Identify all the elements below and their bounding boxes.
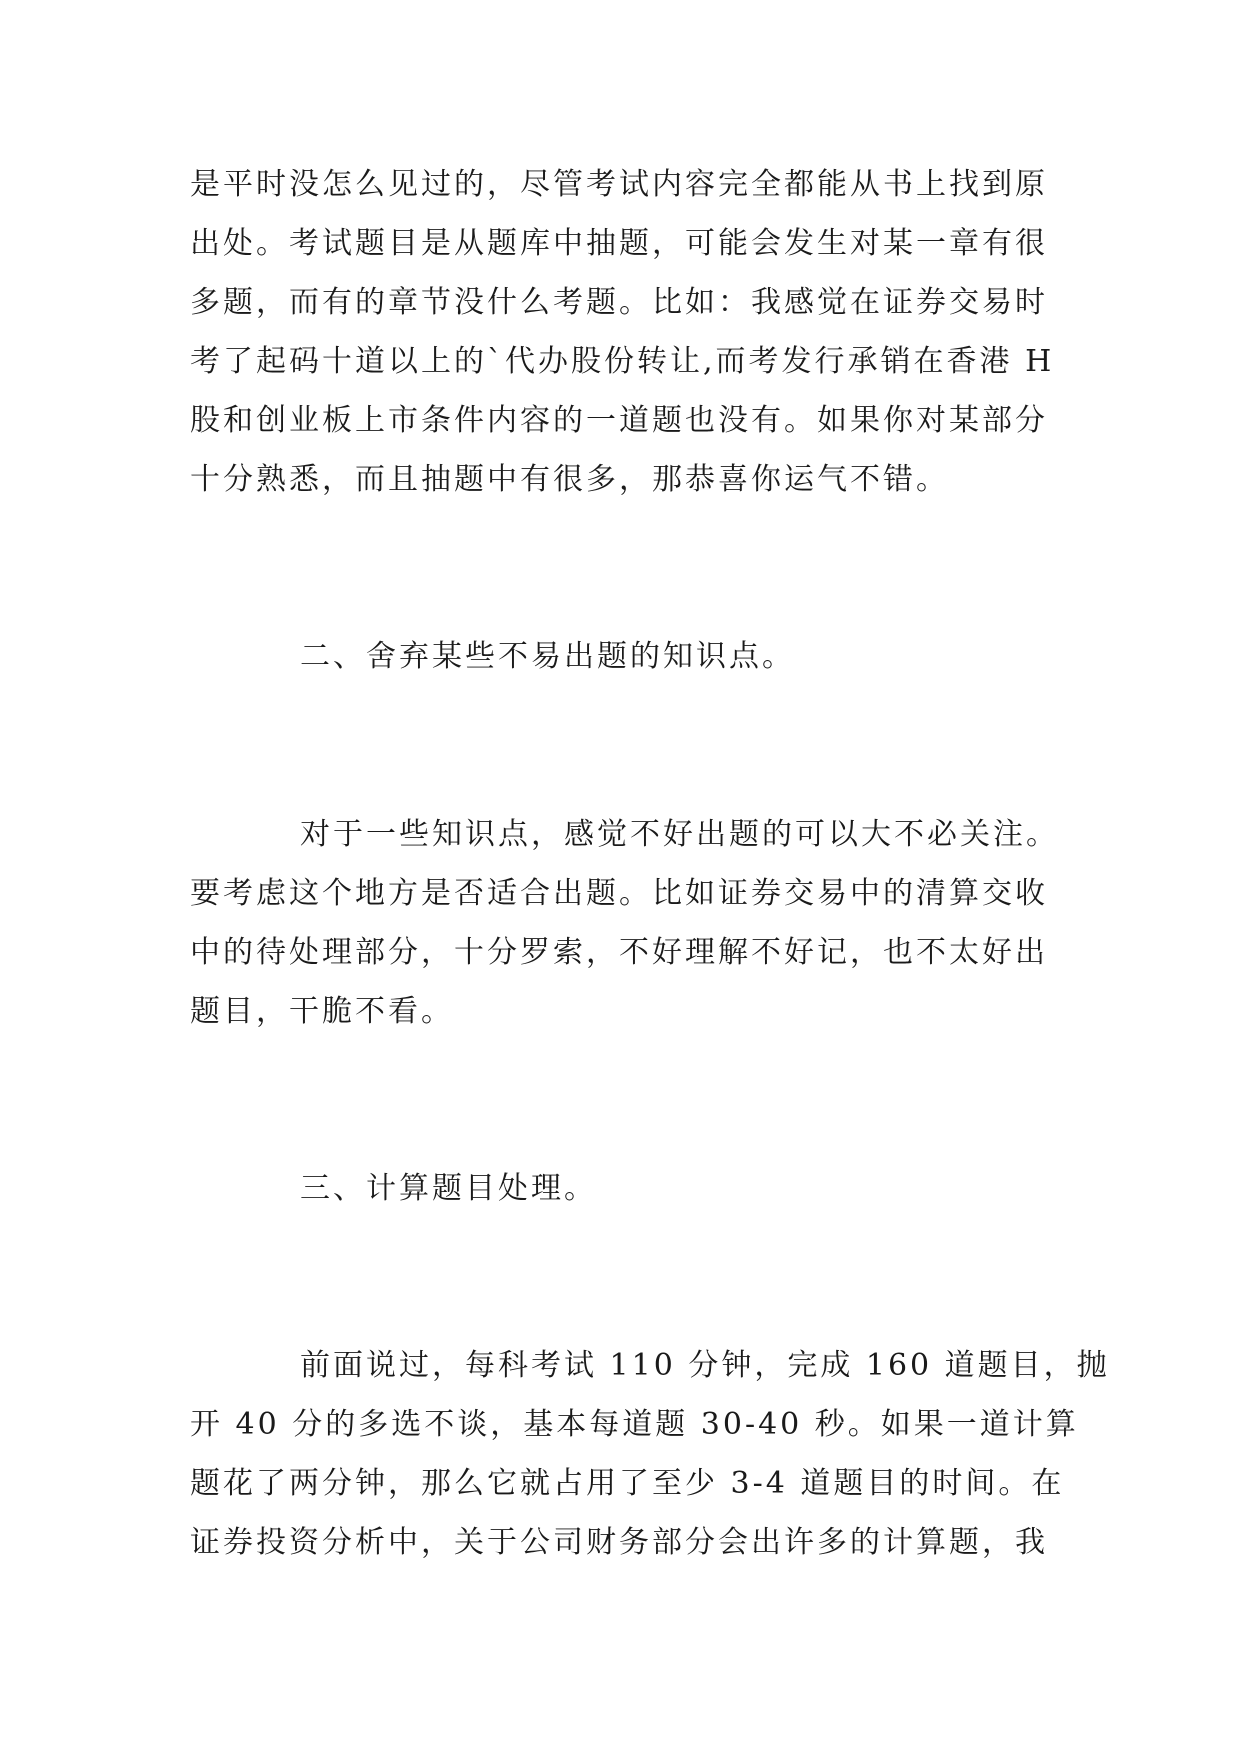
text-line: 出处。考试题目是从题库中抽题，可能会发生对某一章有很: [190, 226, 1048, 261]
text-line: 是平时没怎么见过的，尽管考试内容完全都能从书上找到原: [190, 167, 1048, 202]
text-line: 要考虑这个地方是否适合出题。比如证券交易中的清算交收: [190, 876, 1048, 911]
text-line: 题花了两分钟，那么它就占用了至少 3-4 道题目的时间。在: [190, 1466, 1065, 1501]
section-heading: 三、计算题目处理。: [300, 1171, 597, 1206]
text-line: 证券投资分析中，关于公司财务部分会出许多的计算题，我: [190, 1525, 1048, 1560]
text-line: 十分熟悉，而且抽题中有很多，那恭喜你运气不错。: [190, 462, 949, 497]
text-line: 开 40 分的多选不谈，基本每道题 30-40 秒。如果一道计算: [190, 1407, 1079, 1442]
text-line: 前面说过，每科考试 110 分钟，完成 160 道题目，抛: [300, 1348, 1110, 1383]
text-line: 中的待处理部分，十分罗索，不好理解不好记，也不太好出: [190, 935, 1048, 970]
text-line: 题目，干脆不看。: [190, 994, 454, 1029]
text-line: 股和创业板上市条件内容的一道题也没有。如果你对某部分: [190, 403, 1048, 438]
text-line: 多题，而有的章节没什么考题。比如：我感觉在证券交易时: [190, 285, 1048, 320]
section-heading: 二、舍弃某些不易出题的知识点。: [300, 639, 795, 674]
text-line: 考了起码十道以上的`代办股份转让,而考发行承销在香港 H: [190, 344, 1055, 379]
text-line: 对于一些知识点，感觉不好出题的可以大不必关注。: [300, 817, 1059, 852]
